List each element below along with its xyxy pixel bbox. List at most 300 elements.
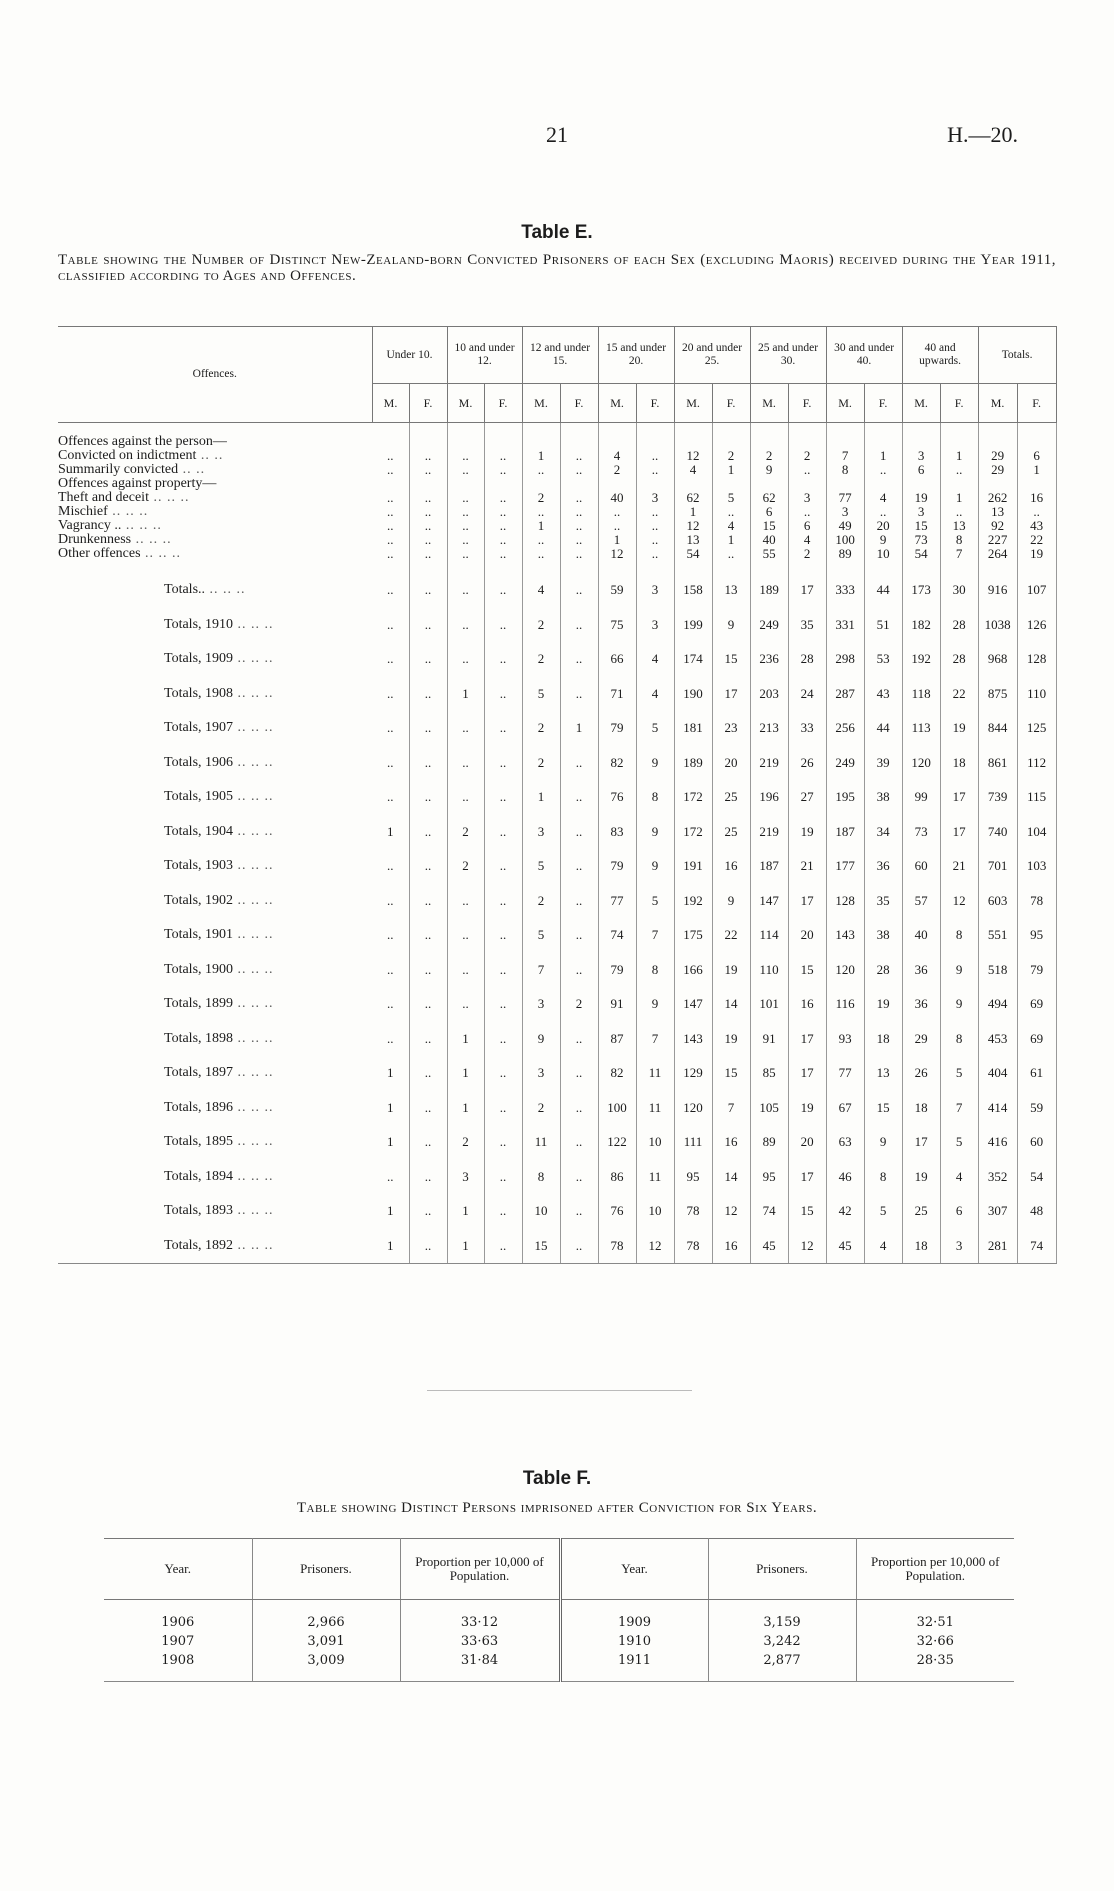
table-cell: 147 <box>750 884 788 919</box>
table-cell: .. <box>712 547 750 561</box>
table-f-column-header: Year. <box>104 1539 252 1600</box>
table-cell: 158 <box>674 573 712 608</box>
totals-row <box>58 1091 1056 1126</box>
table-cell: 59 <box>598 573 636 608</box>
table-f-body <box>104 1600 1014 1682</box>
table-cell <box>826 435 864 449</box>
table-cell: 101 <box>750 987 788 1022</box>
table-cell: 5 <box>522 849 560 884</box>
table-cell: 17 <box>712 677 750 712</box>
table-cell: 77 <box>826 1056 864 1091</box>
table-cell: 256 <box>826 711 864 746</box>
table-cell: 54 <box>1017 1160 1056 1195</box>
spacer-cell <box>1017 561 1056 573</box>
table-cell: 8 <box>940 918 978 953</box>
table-cell: 416 <box>978 1125 1017 1160</box>
table-cell: .. <box>409 463 447 477</box>
table-cell: 35 <box>788 608 826 643</box>
table-cell: .. <box>372 953 409 988</box>
table-cell: 40 <box>750 533 788 547</box>
table-cell: 7 <box>522 953 560 988</box>
table-cell <box>1017 435 1056 449</box>
dot-leaders: .. .. .. <box>233 789 274 805</box>
table-cell: 17 <box>788 573 826 608</box>
table-cell: 12 <box>674 449 712 463</box>
spacer-cell <box>598 561 636 573</box>
table-f-column-header: Year. <box>560 1539 708 1600</box>
table-cell: .. <box>409 780 447 815</box>
row-label-text: Totals, 1910 <box>164 616 234 632</box>
table-e-body <box>58 423 1056 1264</box>
table-cell: .. <box>484 533 522 547</box>
table-cell: 79 <box>1017 953 1056 988</box>
table-cell: .. <box>484 815 522 850</box>
table-cell: 54 <box>674 547 712 561</box>
spacer-cell <box>1017 423 1056 436</box>
spacer-row <box>58 561 1056 573</box>
row-label-text: Totals, 1893 <box>164 1203 234 1219</box>
spacer-cell <box>674 423 712 436</box>
table-f-cell: 31·84 <box>400 1651 560 1682</box>
table-f-cell: 1907 <box>104 1632 252 1651</box>
table-cell: 10 <box>636 1194 674 1229</box>
table-cell: 5 <box>636 884 674 919</box>
table-cell: .. <box>940 463 978 477</box>
page-header <box>0 122 1114 152</box>
table-cell: 2 <box>522 884 560 919</box>
spacer-cell <box>409 423 447 436</box>
sex-header: M. <box>447 384 484 423</box>
sex-header: F. <box>864 384 902 423</box>
table-cell: 11 <box>636 1091 674 1126</box>
table-cell: .. <box>484 547 522 561</box>
table-cell: 3 <box>636 608 674 643</box>
table-cell: 22 <box>940 677 978 712</box>
table-cell: .. <box>484 573 522 608</box>
table-cell: 10 <box>636 1125 674 1160</box>
table-cell: 59 <box>1017 1091 1056 1126</box>
age-group-header-row <box>58 327 1056 384</box>
table-cell: .. <box>484 711 522 746</box>
table-cell: .. <box>484 642 522 677</box>
table-cell: .. <box>598 519 636 533</box>
sex-header: M. <box>750 384 788 423</box>
table-cell: 3 <box>522 987 560 1022</box>
table-cell: 9 <box>636 746 674 781</box>
table-cell: .. <box>447 918 484 953</box>
table-cell: .. <box>372 677 409 712</box>
table-cell: 192 <box>674 884 712 919</box>
table-cell: 110 <box>750 953 788 988</box>
table-cell: 4 <box>636 677 674 712</box>
row-label <box>58 449 372 463</box>
table-cell: .. <box>409 746 447 781</box>
table-f-cell: 28·35 <box>856 1651 1014 1682</box>
totals-row <box>58 1194 1056 1229</box>
table-cell: 13 <box>674 533 712 547</box>
table-cell: 12 <box>674 519 712 533</box>
spacer-cell <box>902 561 940 573</box>
sex-header: M. <box>674 384 712 423</box>
table-cell: 19 <box>902 491 940 505</box>
table-cell: 192 <box>902 642 940 677</box>
table-cell: .. <box>560 1229 598 1264</box>
table-cell: 43 <box>1017 519 1056 533</box>
dot-leaders: .. .. .. <box>233 651 274 667</box>
table-cell: .. <box>560 1022 598 1057</box>
table-cell: 53 <box>864 642 902 677</box>
table-f-row <box>104 1651 1014 1682</box>
table-cell: 89 <box>750 1125 788 1160</box>
table-cell: 172 <box>674 780 712 815</box>
table-cell: 603 <box>978 884 1017 919</box>
table-cell: 7 <box>826 449 864 463</box>
row-label <box>58 505 372 519</box>
table-cell: .. <box>484 608 522 643</box>
table-cell: 36 <box>902 987 940 1022</box>
table-cell: .. <box>560 780 598 815</box>
table-cell: 129 <box>674 1056 712 1091</box>
table-cell: 78 <box>1017 884 1056 919</box>
table-cell: 57 <box>902 884 940 919</box>
table-cell: 62 <box>674 491 712 505</box>
table-cell: .. <box>636 547 674 561</box>
table-cell: 6 <box>750 505 788 519</box>
table-cell: 20 <box>788 918 826 953</box>
table-cell: 69 <box>1017 1022 1056 1057</box>
table-cell: 13 <box>864 1056 902 1091</box>
dot-leaders: .. .. .. <box>233 1168 274 1184</box>
table-cell: .. <box>447 533 484 547</box>
table-cell: 7 <box>940 547 978 561</box>
row-label-text: Theft and deceit <box>58 491 149 505</box>
table-cell: 3 <box>902 449 940 463</box>
table-cell: 4 <box>864 491 902 505</box>
row-label <box>58 547 372 561</box>
table-cell: 28 <box>864 953 902 988</box>
table-cell: 28 <box>940 642 978 677</box>
dot-leaders: .. .. .. <box>205 582 246 598</box>
table-cell: 1 <box>522 449 560 463</box>
table-cell: .. <box>447 953 484 988</box>
sex-header: M. <box>902 384 940 423</box>
table-cell: 9 <box>712 884 750 919</box>
table-e-description: Table showing the Number of Distinct New-Zealand-born Convicted Prisoners of each Sex (excluding Maoris) received during the Year 1911, classified according to Ages and Offences. <box>58 252 1056 284</box>
table-cell: 91 <box>598 987 636 1022</box>
row-label <box>58 608 372 643</box>
table-cell <box>447 477 484 491</box>
table-cell: .. <box>447 547 484 561</box>
table-cell: 78 <box>598 1229 636 1264</box>
table-cell: .. <box>522 463 560 477</box>
dot-leaders: .. .. .. <box>233 961 274 977</box>
table-cell <box>522 477 560 491</box>
table-cell <box>712 435 750 449</box>
table-cell: 9 <box>750 463 788 477</box>
table-cell: 82 <box>598 1056 636 1091</box>
table-cell: 3 <box>636 491 674 505</box>
spacer-cell <box>902 423 940 436</box>
table-cell: 249 <box>826 746 864 781</box>
table-cell: .. <box>409 1022 447 1057</box>
table-cell: 4 <box>864 1229 902 1264</box>
table-cell: .. <box>560 533 598 547</box>
table-cell: 95 <box>674 1160 712 1195</box>
table-cell: 19 <box>788 1091 826 1126</box>
table-cell: 74 <box>750 1194 788 1229</box>
table-cell: .. <box>372 746 409 781</box>
spacer-cell <box>940 423 978 436</box>
table-cell <box>674 435 712 449</box>
table-cell <box>636 435 674 449</box>
totals-row <box>58 1125 1056 1160</box>
age-group-header: 10 and under 12. <box>447 327 522 384</box>
table-cell: .. <box>484 1229 522 1264</box>
table-cell: .. <box>484 746 522 781</box>
row-label-text: Convicted on indictment <box>58 449 197 463</box>
table-cell: .. <box>372 519 409 533</box>
table-f-column-header: Prisoners. <box>708 1539 856 1600</box>
table-f-cell: 3,091 <box>252 1632 400 1651</box>
table-cell: .. <box>409 815 447 850</box>
table-cell: 2 <box>522 642 560 677</box>
table-cell: 181 <box>674 711 712 746</box>
table-cell <box>372 477 409 491</box>
table-cell: 5 <box>940 1056 978 1091</box>
table-cell: .. <box>560 1194 598 1229</box>
table-cell: 287 <box>826 677 864 712</box>
table-cell: 1 <box>940 449 978 463</box>
table-cell: 45 <box>826 1229 864 1264</box>
table-cell: 48 <box>1017 1194 1056 1229</box>
sex-header: F. <box>560 384 598 423</box>
table-cell: 1 <box>598 533 636 547</box>
table-cell <box>372 435 409 449</box>
table-cell: 199 <box>674 608 712 643</box>
table-cell: 147 <box>674 987 712 1022</box>
table-cell: 5 <box>522 677 560 712</box>
table-cell: 79 <box>598 849 636 884</box>
row-label <box>58 477 372 491</box>
row-label-text: Totals, 1900 <box>164 961 234 977</box>
table-cell: 2 <box>560 987 598 1022</box>
table-cell: .. <box>560 1091 598 1126</box>
table-cell: 19 <box>902 1160 940 1195</box>
table-cell: 104 <box>1017 815 1056 850</box>
table-cell: 1038 <box>978 608 1017 643</box>
totals-row <box>58 884 1056 919</box>
table-cell <box>560 435 598 449</box>
table-cell: 12 <box>598 547 636 561</box>
table-cell: 1 <box>372 1125 409 1160</box>
table-cell: .. <box>447 519 484 533</box>
table-cell: .. <box>560 815 598 850</box>
table-cell: .. <box>409 449 447 463</box>
table-cell: 227 <box>978 533 1017 547</box>
table-cell: 100 <box>826 533 864 547</box>
dot-leaders: .. .. .. <box>233 858 274 874</box>
row-label-text: Totals, 1901 <box>164 927 234 943</box>
table-cell: 182 <box>902 608 940 643</box>
totals-row <box>58 780 1056 815</box>
table-cell: 1 <box>372 1056 409 1091</box>
table-cell: .. <box>372 463 409 477</box>
sex-header: M. <box>522 384 560 423</box>
totals-row <box>58 746 1056 781</box>
table-cell: 120 <box>902 746 940 781</box>
spacer-cell <box>484 423 522 436</box>
row-label <box>58 1229 372 1264</box>
table-cell: 177 <box>826 849 864 884</box>
table-cell: 1 <box>447 677 484 712</box>
table-cell <box>1017 477 1056 491</box>
table-cell: .. <box>484 1194 522 1229</box>
table-cell: 875 <box>978 677 1017 712</box>
dot-leaders: .. .. .. <box>233 1030 274 1046</box>
table-cell: .. <box>484 491 522 505</box>
table-cell: 15 <box>864 1091 902 1126</box>
table-cell: 28 <box>788 642 826 677</box>
table-cell: 203 <box>750 677 788 712</box>
dot-leaders: .. .. .. <box>131 533 172 547</box>
table-cell: 44 <box>864 573 902 608</box>
table-cell: 28 <box>940 608 978 643</box>
row-label-text: Totals, 1895 <box>164 1134 234 1150</box>
table-cell: 13 <box>978 505 1017 519</box>
table-cell: .. <box>409 505 447 519</box>
table-f-cell: 1908 <box>104 1651 252 1682</box>
table-cell: 1 <box>447 1056 484 1091</box>
table-cell: 8 <box>864 1160 902 1195</box>
table-cell: 76 <box>598 1194 636 1229</box>
dot-leaders: .. .. .. <box>233 754 274 770</box>
table-cell: .. <box>447 463 484 477</box>
table-cell: .. <box>409 1160 447 1195</box>
table-cell: 19 <box>940 711 978 746</box>
table-f-cell: 1910 <box>560 1632 708 1651</box>
table-cell: 8 <box>940 1022 978 1057</box>
table-cell: 8 <box>522 1160 560 1195</box>
table-cell: 5 <box>712 491 750 505</box>
dot-leaders: .. .. .. <box>233 996 274 1012</box>
table-cell: 73 <box>902 815 940 850</box>
table-cell: 76 <box>598 780 636 815</box>
table-f-cell: 32·51 <box>916 1615 954 1630</box>
table-cell: .. <box>560 746 598 781</box>
dot-leaders: .. .. .. <box>233 1065 274 1081</box>
table-cell: 1 <box>372 815 409 850</box>
table-cell: 95 <box>1017 918 1056 953</box>
table-cell: 23 <box>712 711 750 746</box>
table-cell: .. <box>484 1091 522 1126</box>
table-f-cell: 3,009 <box>252 1651 400 1682</box>
age-group-header: 30 and under 40. <box>826 327 902 384</box>
table-cell: 36 <box>864 849 902 884</box>
dot-leaders: .. .. .. <box>233 892 274 908</box>
table-cell: 125 <box>1017 711 1056 746</box>
table-cell: .. <box>484 449 522 463</box>
spacer-cell <box>58 561 372 573</box>
table-cell: 8 <box>636 780 674 815</box>
totals-row <box>58 711 1056 746</box>
table-cell: 4 <box>674 463 712 477</box>
table-cell: 25 <box>902 1194 940 1229</box>
spacer-cell <box>598 423 636 436</box>
table-cell: 2 <box>750 449 788 463</box>
table-cell <box>864 477 902 491</box>
dot-leaders: .. .. .. <box>233 1099 274 1115</box>
table-cell <box>409 435 447 449</box>
table-cell: .. <box>409 987 447 1022</box>
table-cell: .. <box>372 608 409 643</box>
table-cell: 107 <box>1017 573 1056 608</box>
table-cell: 38 <box>864 780 902 815</box>
table-cell: .. <box>940 505 978 519</box>
table-cell: .. <box>560 505 598 519</box>
table-cell: 46 <box>826 1160 864 1195</box>
dot-leaders: .. .. .. <box>121 519 162 533</box>
offence-row <box>58 435 1056 449</box>
table-cell: 1 <box>372 1229 409 1264</box>
table-cell: 35 <box>864 884 902 919</box>
row-label-text: Totals, 1898 <box>164 1030 234 1046</box>
spacer-cell <box>788 423 826 436</box>
dot-leaders: .. .. .. <box>107 505 149 519</box>
table-cell: 2 <box>788 547 826 561</box>
table-cell: 33 <box>788 711 826 746</box>
table-cell: 73 <box>902 533 940 547</box>
spacer-cell <box>864 423 902 436</box>
table-cell: 60 <box>1017 1125 1056 1160</box>
table-cell: .. <box>484 463 522 477</box>
table-cell: 1 <box>1017 463 1056 477</box>
table-cell <box>902 477 940 491</box>
table-e-caption: Table E. <box>521 222 593 243</box>
row-label-text: Offences against property— <box>58 477 217 491</box>
table-cell: 3 <box>940 1229 978 1264</box>
table-cell: 24 <box>788 677 826 712</box>
table-cell: .. <box>372 780 409 815</box>
table-cell: 739 <box>978 780 1017 815</box>
table-cell: 111 <box>674 1125 712 1160</box>
table-cell: 8 <box>826 463 864 477</box>
table-cell: .. <box>372 711 409 746</box>
table-cell <box>484 435 522 449</box>
row-label <box>58 491 372 505</box>
table-f-cell: 1909 <box>560 1600 708 1633</box>
table-cell: .. <box>409 711 447 746</box>
table-f-description: Table showing Distinct Persons imprisoned after Conviction for Six Years. <box>296 1500 818 1516</box>
table-cell: 14 <box>712 1160 750 1195</box>
table-cell: 13 <box>940 519 978 533</box>
table-cell: 414 <box>978 1091 1017 1126</box>
table-cell: 174 <box>674 642 712 677</box>
table-f-cell: 3,159 <box>708 1600 856 1633</box>
table-cell <box>712 477 750 491</box>
offence-row <box>58 477 1056 491</box>
table-cell: .. <box>1017 505 1056 519</box>
offence-row <box>58 463 1056 477</box>
table-cell: 5 <box>864 1194 902 1229</box>
spacer-cell <box>864 561 902 573</box>
table-cell: 191 <box>674 849 712 884</box>
row-label-text: Drunkenness <box>58 533 132 547</box>
table-cell <box>522 435 560 449</box>
table-cell: .. <box>409 1091 447 1126</box>
table-cell: 219 <box>750 746 788 781</box>
table-cell: 54 <box>902 547 940 561</box>
table-f-cell: 1911 <box>560 1651 708 1682</box>
